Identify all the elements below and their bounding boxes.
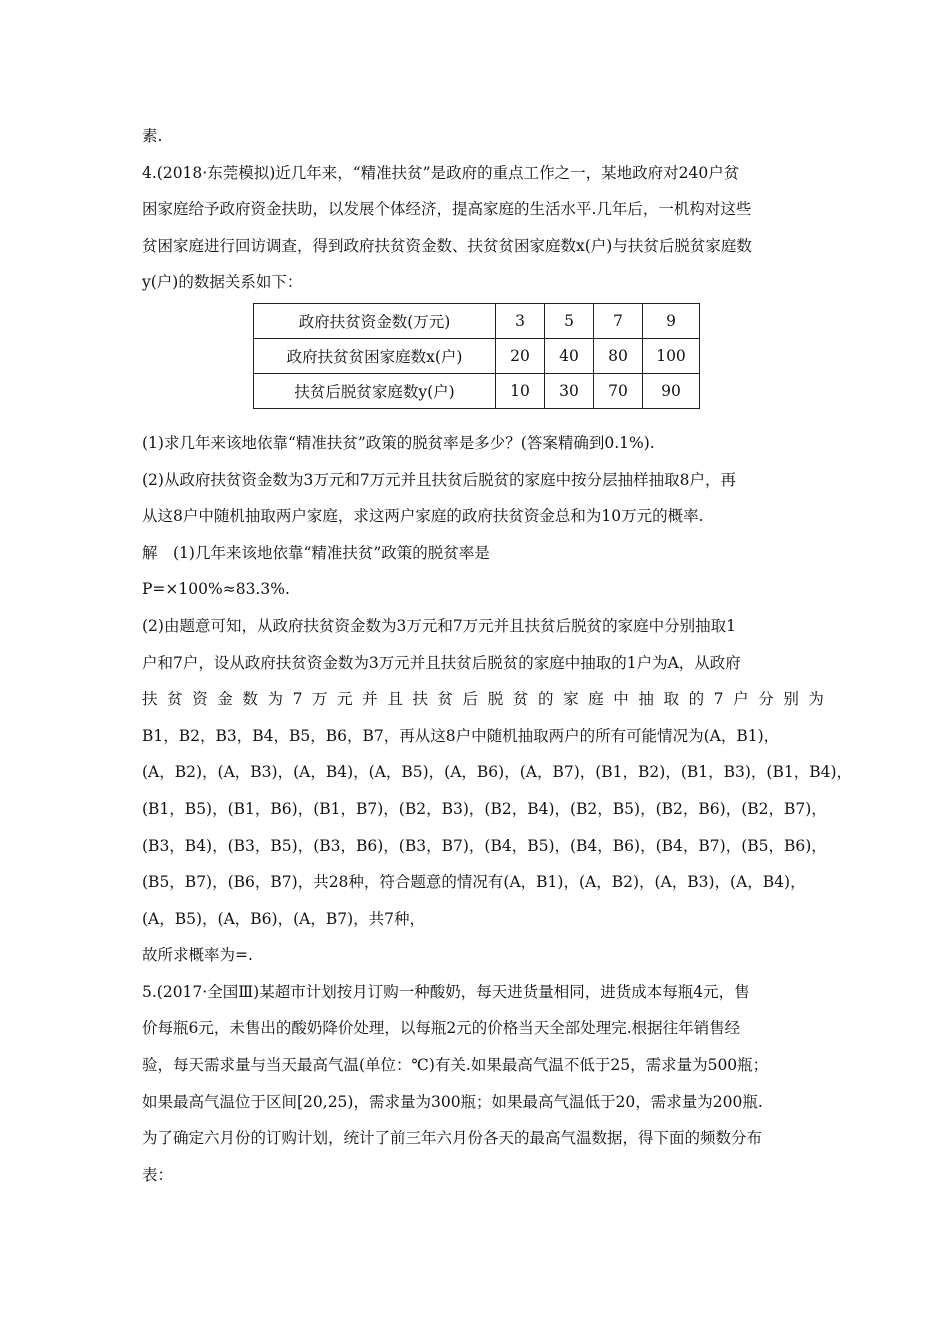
- table-cell: 10: [496, 373, 545, 408]
- question-5-line-4: 如果最高气温位于区间[20,25)，需求量为300瓶；如果最高气温低于20，需求量为200瓶.: [142, 1092, 763, 1111]
- table-cell: 80: [594, 338, 643, 373]
- sub-question-2-line-1: (2)从政府扶贫资金数为3万元和7万元并且扶贫后脱贫的家庭中按分层抽样抽取8户，再: [142, 470, 737, 489]
- table-cell: 20: [496, 338, 545, 373]
- solution-line-4: 户和7户，设从政府扶贫资金数为3万元并且扶贫后脱贫的家庭中抽取的1户为A，从政府: [142, 653, 741, 672]
- table-cell: 政府扶贫资金数(万元): [254, 303, 496, 338]
- solution-line-5: 扶贫资金数为7万元并且扶贫后脱贫的家庭中抽取的7户分别为: [142, 690, 834, 709]
- solution-line-7: (A，B2)，(A，B3)，(A，B4)，(A，B5)，(A，B6)，(A，B7)，(B1，B2)，(B1，B3)，(B1，B4)，: [142, 763, 853, 782]
- question-5-line-2: 价每瓶6元，未售出的酸奶降价处理，以每瓶2元的价格当天全部处理完.根据往年销售经: [142, 1019, 741, 1038]
- solution-line-1: 解 (1)几年来该地依靠“精准扶贫”政策的脱贫率是: [142, 543, 490, 562]
- table-cell: 扶贫后脱贫家庭数y(户): [254, 373, 496, 408]
- text-line: 素.: [142, 127, 163, 145]
- solution-line-11: (A，B5)，(A，B6)，(A，B7)，共7种，: [142, 909, 425, 928]
- table-cell: 5: [545, 303, 594, 338]
- solution-line-2: P=×100%≈83.3%.: [142, 580, 290, 599]
- question-5-line-1: 5.(2017·全国Ⅲ)某超市计划按月订购一种酸奶，每天进货量相同，进货成本每瓶4元，售: [142, 982, 750, 1001]
- table-row: [254, 303, 700, 338]
- solution-line-12: 故所求概率为=.: [142, 946, 253, 965]
- solution-line-10: (B5，B7)，(B6，B7)，共28种，符合题意的情况有(A，B1)，(A，B2)，(A，B3)，(A，B4)，: [142, 873, 806, 892]
- sub-question-2-line-2: 从这8户中随机抽取两户家庭，求这两户家庭的政府扶贫资金总和为10万元的概率.: [142, 507, 704, 526]
- table-cell: 30: [545, 373, 594, 408]
- table-cell: 7: [594, 303, 643, 338]
- sub-question-1: (1)求几年来该地依靠“精准扶贫”政策的脱贫率是多少？(答案精确到0.1%).: [142, 433, 655, 452]
- table-row: [254, 373, 700, 408]
- table-cell: 政府扶贫贫困家庭数x(户): [254, 338, 496, 373]
- question-4-line-4: y(户)的数据关系如下：: [142, 273, 303, 292]
- solution-line-9: (B3，B4)，(B3，B5)，(B3，B6)，(B3，B7)，(B4，B5)，(B4，B6)，(B4，B7)，(B5，B6)，: [142, 836, 827, 855]
- table-cell: 100: [643, 338, 700, 373]
- question-5-line-5: 为了确定六月份的订购计划，统计了前三年六月份各天的最高气温数据，得下面的频数分布: [142, 1129, 763, 1148]
- document-page: [142, 118, 853, 1193]
- question-4-line-3: 贫困家庭进行回访调查，得到政府扶贫资金数、扶贫贫困家庭数x(户)与扶贫后脱贫家庭数: [142, 236, 752, 255]
- table-cell: 90: [643, 373, 700, 408]
- table-cell: 9: [643, 303, 700, 338]
- table-cell: 40: [545, 338, 594, 373]
- solution-line-3: (2)由题意可知，从政府扶贫资金数为3万元和7万元并且扶贫后脱贫的家庭中分别抽取1: [142, 616, 737, 635]
- question-4-line-1: 4.(2018·东莞模拟)近几年来，“精准扶贫”是政府的重点工作之一，某地政府对240户贫: [142, 163, 740, 182]
- question-5-line-3: 验，每天需求量与当天最高气温(单位：℃)有关.如果最高气温不低于25，需求量为500瓶；: [142, 1056, 769, 1075]
- question-5-line-6: 表：: [142, 1165, 174, 1184]
- question-4-line-2: 困家庭给予政府资金扶助，以发展个体经济，提高家庭的生活水平.几年后，一机构对这些: [142, 200, 752, 219]
- solution-line-6: B1，B2，B3，B4，B5，B6，B7，再从这8户中随机抽取两户的所有可能情况为(A，B1)，: [142, 726, 780, 745]
- table-cell: 3: [496, 303, 545, 338]
- table-row: [254, 338, 700, 373]
- table-cell: 70: [594, 373, 643, 408]
- data-table: [253, 303, 700, 409]
- solution-line-8: (B1，B5)，(B1，B6)，(B1，B7)，(B2，B3)，(B2，B4)，(B2，B5)，(B2，B6)，(B2，B7)，: [142, 799, 827, 818]
